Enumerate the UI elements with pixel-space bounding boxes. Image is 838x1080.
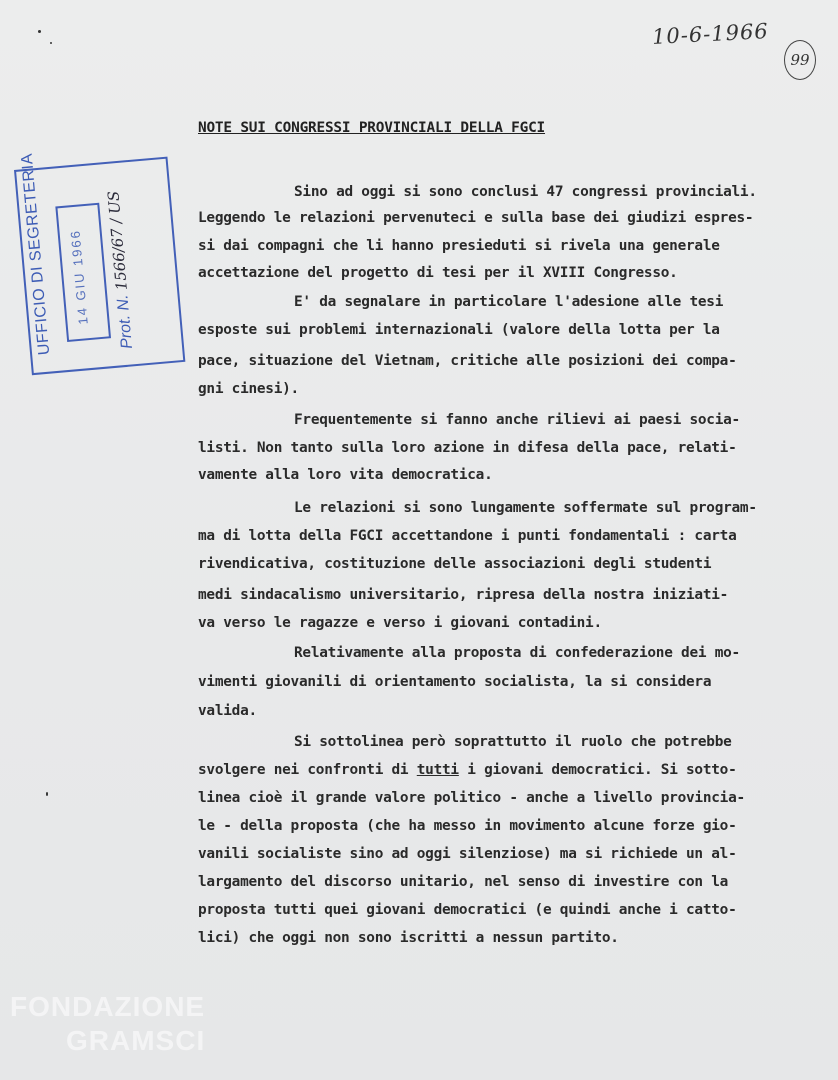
speck <box>46 792 48 796</box>
stamp-protocol-label: Prot. N. <box>114 294 136 350</box>
body-line: proposta tutti quei giovani democratici (e quindi anche i catto- <box>198 902 737 918</box>
body-text: svolgere nei confronti di <box>198 762 417 778</box>
body-line: ma di lotta della FGCI accettandone i punti fondamentali : carta <box>198 528 737 544</box>
body-line: valida. <box>198 703 257 719</box>
body-line: Leggendo le relazioni pervenuteci e sulla base dei giudizi espres- <box>198 210 754 226</box>
body-line: vimenti giovanili di orientamento socialista, la si considera <box>198 674 712 690</box>
body-line: esposte sui problemi internazionali (valore della lotta per la <box>198 322 720 338</box>
body-line: Si sottolinea però soprattutto il ruolo che potrebbe <box>294 734 732 750</box>
body-line: Frequentemente si fanno anche rilievi ai paesi socia- <box>294 412 740 428</box>
underlined-word: tutti <box>416 762 459 778</box>
secretariat-stamp <box>14 152 185 376</box>
body-line: listi. Non tanto sulla loro azione in difesa della pace, relati- <box>198 440 737 456</box>
body-line: Le relazioni si sono lungamente soffermate sul program- <box>294 500 757 516</box>
body-line: lici) che oggi non sono iscritti a nessun partito. <box>198 930 619 946</box>
speck <box>38 30 41 33</box>
body-line: va verso le ragazze e verso i giovani contadini. <box>198 615 602 631</box>
stamp-received-date: 14 GIU 1966 <box>67 228 91 326</box>
body-line: accettazione del progetto di tesi per il XVIII Congresso. <box>198 265 678 281</box>
page-number: 99 <box>784 40 816 80</box>
body-line: Sino ad oggi si sono conclusi 47 congressi provinciali. <box>294 184 757 200</box>
body-line: medi sindacalismo universitario, ripresa della nostra iniziati- <box>198 587 729 603</box>
stamp-date-box <box>55 203 111 342</box>
body-line <box>198 762 737 778</box>
body-line: gni cinesi). <box>198 381 299 397</box>
body-line: vamente alla loro vita democratica. <box>198 467 493 483</box>
watermark-line-2: GRAMSCI <box>66 1025 206 1056</box>
stamp-protocol-number: 1566/67 / US <box>104 190 131 292</box>
body-line: E' da segnalare in particolare l'adesione alle tesi <box>294 294 724 310</box>
body-line: Relativamente alla proposta di confederazione dei mo- <box>294 645 740 661</box>
document-title: NOTE SUI CONGRESSI PROVINCIALI DELLA FGCI <box>198 120 546 136</box>
watermark-line-1: FONDAZIONE <box>10 991 206 1022</box>
body-line: pace, situazione del Vietnam, critiche alle posizioni dei compa- <box>198 353 737 369</box>
body-line: largamento del discorso unitario, nel senso di investire con la <box>198 874 729 890</box>
body-line: rivendicativa, costituzione delle associazioni degli studenti <box>198 556 712 572</box>
fondazione-gramsci-watermark <box>10 990 205 1058</box>
speck <box>50 42 52 44</box>
body-line: le - della proposta (che ha messo in movimento alcune forze gio- <box>198 818 737 834</box>
body-text: i giovani democratici. Si sotto- <box>458 762 737 778</box>
body-line: vanili socialiste sino ad oggi silenziose) ma si richiede un al- <box>198 846 737 862</box>
body-line: si dai compagni che li hanno presieduti si rivela una generale <box>198 238 720 254</box>
handwritten-date: 10-6-1966 <box>651 18 770 50</box>
body-line: linea cioè il grande valore politico - anche a livello provincia- <box>198 790 745 806</box>
stamp-office-label: UFFICIO DI SEGRETERIA <box>18 152 54 356</box>
